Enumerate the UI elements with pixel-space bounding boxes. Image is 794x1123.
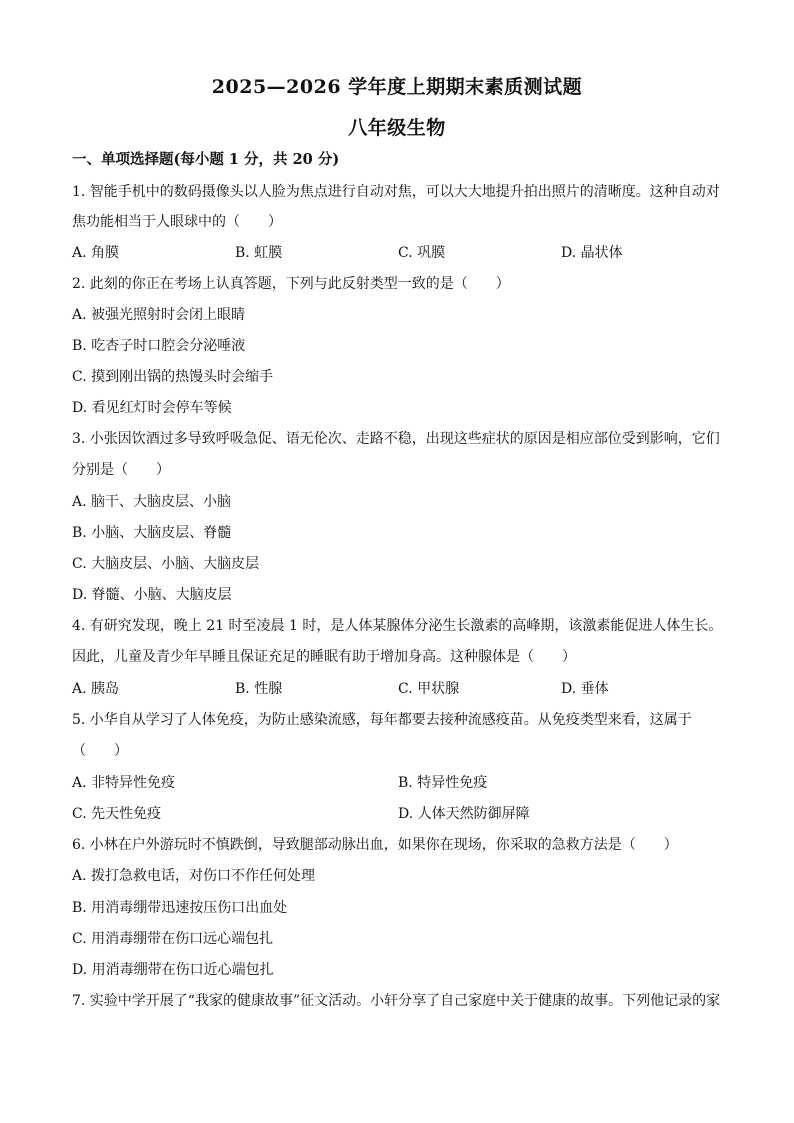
question-5-stem-line-2: （ ） [72, 743, 128, 759]
question-6-option-b: B. 用消毒绷带迅速按压伤口出血处 [72, 900, 288, 916]
question-4-option-d: D. 垂体 [561, 681, 609, 697]
question-1-option-b: B. 虹膜 [235, 245, 283, 261]
question-6-option-a: A. 拨打急救电话，对伤口不作任何处理 [72, 868, 316, 884]
question-3-stem-line-2: 分别是（ ） [72, 462, 170, 478]
question-2-option-b: B. 吃杏子时口腔会分泌唾液 [72, 338, 246, 354]
question-3-option-d: D. 脊髓、小脑、大脑皮层 [72, 587, 232, 603]
question-1-stem-line-1: 1. 智能手机中的数码摄像头以人脸为焦点进行自动对焦，可以大大地提升拍出照片的清晰度。这种自动对 [72, 184, 720, 200]
question-2-option-d: D. 看见红灯时会停车等候 [72, 400, 232, 416]
question-4-option-c: C. 甲状腺 [398, 681, 460, 697]
question-6-option-c: C. 用消毒绷带在伤口远心端包扎 [72, 931, 274, 947]
section-heading: 一、单项选择题(每小题 1 分，共 20 分) [72, 151, 340, 168]
question-4-stem-line-2: 因此，儿童及青少年早睡且保证充足的睡眠有助于增加身高。这种腺体是（ ） [72, 649, 576, 665]
question-4-stem-line-1: 4. 有研究发现，晚上 21 时至凌晨 1 时，是人体某腺体分泌生长激素的高峰期，该激素能促进人体生长。 [72, 618, 723, 634]
question-5-option-d: D. 人体天然防御屏障 [398, 806, 530, 822]
question-3-stem-line-1: 3. 小张因饮酒过多导致呼吸急促、语无伦次、走路不稳，出现这些症状的原因是相应部位受到影响，它们 [72, 431, 720, 447]
question-4-option-a: A. 胰岛 [72, 681, 120, 697]
question-1-option-a: A. 角膜 [72, 245, 120, 261]
question-3-option-a: A. 脑干、大脑皮层、小脑 [72, 494, 232, 510]
question-5-options-row-2 [72, 804, 724, 824]
question-1-stem-line-2: 焦功能相当于人眼球中的（ ） [72, 214, 282, 230]
question-1-option-c: C. 巩膜 [398, 245, 446, 261]
question-1-option-d: D. 晶状体 [561, 245, 623, 261]
exam-title: 2025—2026 学年度上期期末素质测试题 [211, 76, 583, 98]
question-5-option-b: B. 特异性免疫 [398, 775, 488, 791]
question-4-option-b: B. 性腺 [235, 681, 283, 697]
question-3-option-b: B. 小脑、大脑皮层、脊髓 [72, 525, 232, 541]
question-7-stem-line-1: 7. 实验中学开展了“我家的健康故事”征文活动。小轩分享了自己家庭中关于健康的故事。下列他记录的家 [72, 993, 721, 1009]
question-1-options [72, 243, 724, 263]
question-6-stem-line-1: 6. 小林在户外游玩时不慎跌倒，导致腿部动脉出血，如果你在现场，你采取的急救方法是（ ） [72, 837, 678, 853]
question-5-option-c: C. 先天性免疫 [72, 806, 162, 822]
question-2-stem-line-1: 2. 此刻的你正在考场上认真答题，下列与此反射类型一致的是（ ） [72, 276, 510, 292]
question-2-option-c: C. 摸到刚出锅的热馒头时会缩手 [72, 369, 274, 385]
question-4-options [72, 679, 724, 699]
question-5-stem-line-1: 5. 小华自从学习了人体免疫，为防止感染流感，每年都要去接种流感疫苗。从免疫类型来看，这属于 [72, 712, 692, 728]
question-2-option-a: A. 被强光照射时会闭上眼睛 [72, 307, 246, 323]
question-5-option-a: A. 非特异性免疫 [72, 775, 176, 791]
question-5-options-row-1 [72, 773, 724, 793]
exam-subtitle: 八年级生物 [348, 117, 446, 139]
question-3-option-c: C. 大脑皮层、小脑、大脑皮层 [72, 556, 260, 572]
question-6-option-d: D. 用消毒绷带在伤口近心端包扎 [72, 962, 274, 978]
